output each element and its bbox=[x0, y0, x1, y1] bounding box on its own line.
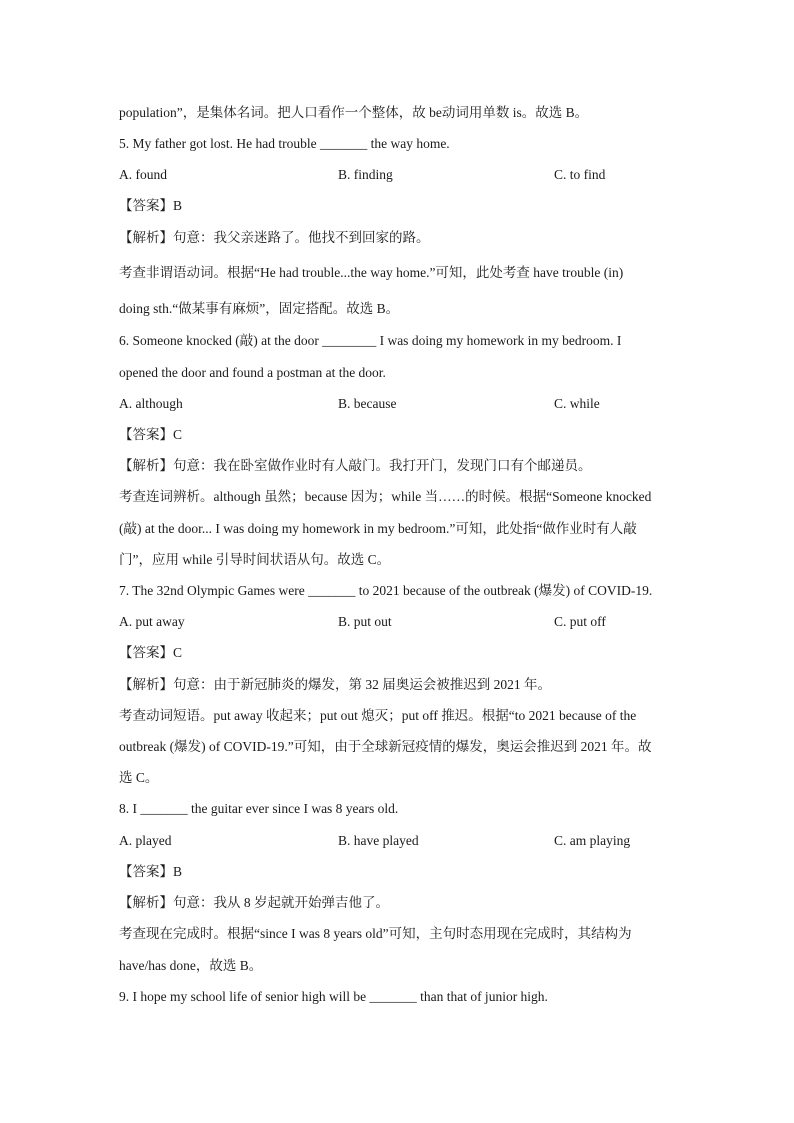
q7-explanation-line: 考查动词短语。put away 收起来；put out 熄灭；put off 推迟。根据“to 2021 because of the bbox=[119, 708, 637, 723]
q8-option-b: B. have played bbox=[338, 833, 419, 848]
q8-option-c: C. am playing bbox=[554, 833, 631, 848]
q5-explanation-line: 【解析】句意：我父亲迷路了。他找不到回家的路。 bbox=[119, 230, 430, 245]
q5-option-c: C. to find bbox=[554, 167, 606, 182]
q6-option-b: B. because bbox=[338, 396, 397, 411]
q6-explanation-line: 【解析】句意：我在卧室做作业时有人敲门。我打开门，发现门口有个邮递员。 bbox=[119, 458, 592, 473]
q5-answer: 【答案】B bbox=[119, 198, 183, 213]
question-5: 5. My father got lost. He had trouble _______ the way home. bbox=[119, 136, 450, 151]
q7-explanation-line: outbreak (爆发) of COVID-19.”可知，由于全球新冠疫情的爆发，奥运会推迟到 2021 年。故 bbox=[119, 739, 652, 754]
q7-explanation-line: 【解析】句意：由于新冠肺炎的爆发，第 32 届奥运会被推迟到 2021 年。 bbox=[119, 677, 551, 692]
q7-option-c: C. put off bbox=[554, 614, 606, 629]
q6-explanation-line: (敲) at the door... I was doing my homework in my bedroom.”可知，此处指“做作业时有人敲 bbox=[119, 521, 637, 536]
q5-explanation-line: 考查非谓语动词。根据“He had trouble...the way home.”可知，此处考查 have trouble (in) bbox=[119, 265, 624, 280]
q7-option-b: B. put out bbox=[338, 614, 392, 629]
q8-explanation-line: 考查现在完成时。根据“since I was 8 years old”可知，主句时态用现在完成时，其结构为 bbox=[119, 926, 632, 941]
q5-option-a: A. found bbox=[119, 167, 167, 182]
q6-answer: 【答案】C bbox=[119, 427, 183, 442]
question-8: 8. I _______ the guitar ever since I was 8 years old. bbox=[119, 801, 399, 816]
question-7: 7. The 32nd Olympic Games were _______ to 2021 because of the outbreak (爆发) of COVID-19. bbox=[119, 583, 653, 598]
question-9: 9. I hope my school life of senior high will be _______ than that of junior high. bbox=[119, 989, 548, 1004]
q6-option-a: A. although bbox=[119, 396, 183, 411]
question-6: 6. Someone knocked (敲) at the door ________ I was doing my homework in my bedroom. I bbox=[119, 333, 622, 348]
q7-explanation-line: 选 C。 bbox=[119, 770, 159, 785]
q8-explanation-line: 【解析】句意：我从 8 岁起就开始弹吉他了。 bbox=[119, 895, 389, 910]
paragraph-line: population”，是集体名词。把人口看作一个整体，故 be动词用单数 is。故选 B。 bbox=[119, 105, 589, 120]
q8-explanation-line: have/has done，故选 B。 bbox=[119, 958, 263, 973]
q8-answer: 【答案】B bbox=[119, 864, 183, 879]
q8-option-a: A. played bbox=[119, 833, 172, 848]
q5-explanation-line: doing sth.“做某事有麻烦”，固定搭配。故选 B。 bbox=[119, 301, 400, 316]
q7-option-a: A. put away bbox=[119, 614, 185, 629]
q6-explanation-line: 门”，应用 while 引导时间状语从句。故选 C。 bbox=[119, 552, 391, 567]
q6-explanation-line: 考查连词辨析。although 虽然；because 因为；while 当……的时候。根据“Someone knocked bbox=[119, 489, 652, 504]
q7-answer: 【答案】C bbox=[119, 645, 183, 660]
question-6-continued: opened the door and found a postman at the door. bbox=[119, 365, 386, 380]
q6-option-c: C. while bbox=[554, 396, 600, 411]
q5-option-b: B. finding bbox=[338, 167, 393, 182]
